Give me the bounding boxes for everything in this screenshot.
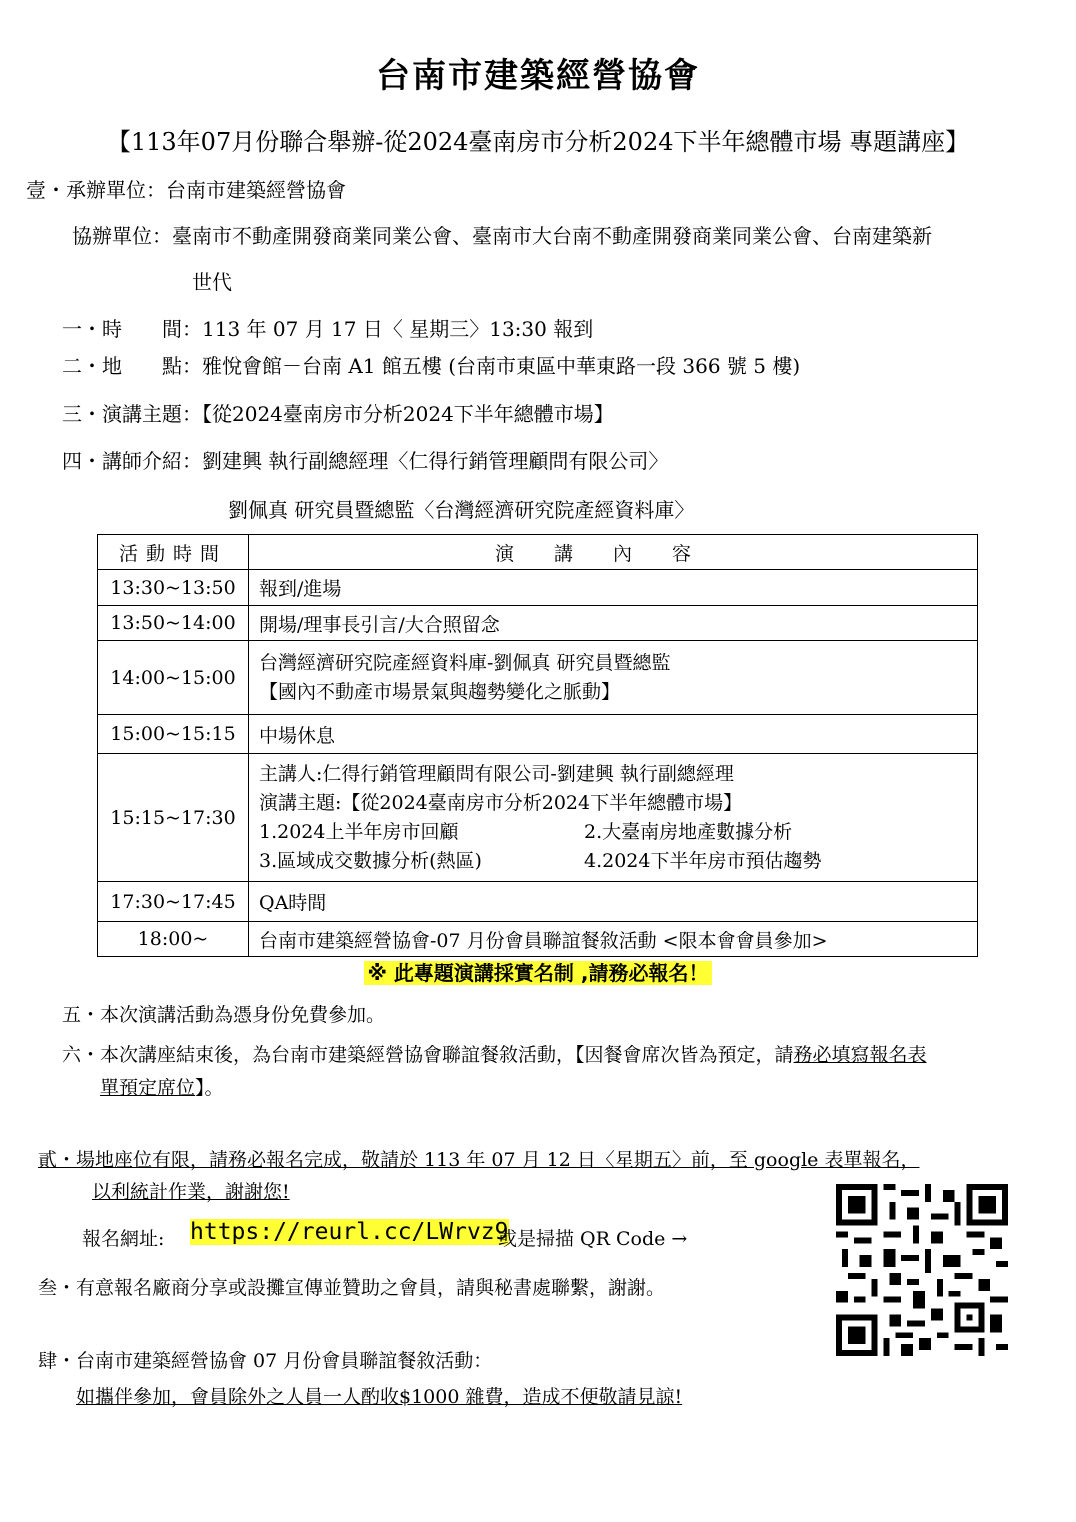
registration-deadline-cont: 以利統計作業，謝謝您! (92, 1181, 290, 1203)
speakers: 四・講師介紹：劉建興 執行副總經理〈仁得行銷管理顧問有限公司〉 (62, 449, 669, 473)
co-organizer-cont: 世代 (192, 270, 232, 294)
companion-fee-note: 如攜伴參加，會員除外之人員一人酌收$1000 雜費，造成不便敬請見諒! (76, 1386, 683, 1408)
organizer: 壹・承辦單位：台南市建築經營協會 (26, 178, 346, 202)
row-content: 台南市建築經營協會-07 月份會員聯誼餐敘活動 <限本會會員參加> (249, 922, 978, 957)
item-five: 五・本次演講活動為憑身份免費參加。 (62, 1004, 386, 1026)
schedule-table (97, 534, 978, 957)
row-content: 報到/進場 (249, 570, 978, 606)
row-time: 14:00~15:00 (98, 641, 249, 715)
dinner-event: 肆・台南市建築經營協會 07 月份會員聯誼餐敘活動： (38, 1350, 493, 1372)
topic-item: 2.大臺南房地產數據分析 (584, 820, 793, 843)
schedule-header-row (98, 535, 978, 570)
table-row (98, 641, 978, 715)
header-time: 活動時間 (98, 535, 249, 570)
table-row (98, 922, 978, 957)
row-content: 中場休息 (249, 715, 978, 754)
row-content: 開場/理事長引言/大合照留念 (249, 606, 978, 641)
table-row (98, 715, 978, 754)
row-time: 13:50~14:00 (98, 606, 249, 641)
row-time: 17:30~17:45 (98, 882, 249, 922)
topic-item: 3.區域成交數據分析(熱區) (259, 849, 482, 872)
topic-item: 1.2024上半年房市回顧 (259, 820, 459, 843)
row-content: QA時間 (249, 882, 978, 922)
qr-hint: 或是掃描 QR Code → (498, 1228, 688, 1250)
qr-code-icon[interactable] (836, 1184, 1008, 1356)
row-content: 台灣經濟研究院產經資料庫-劉佩真 研究員暨總監 (259, 651, 671, 674)
event-subtitle: 【113年07月份聯合舉辦-從2024臺南房市分析2024下半年總體市場 專題講座】 (106, 128, 970, 156)
registration-url-label: 報名網址: (82, 1228, 165, 1250)
speaker-line: 主講人:仁得行銷管理顧問有限公司-劉建興 執行副總經理 (259, 762, 734, 785)
row-time: 18:00~ (98, 922, 249, 957)
real-name-notice: ※ 此專題演講採實名制 ,請務必報名！ (0, 957, 1076, 986)
row-time: 13:30~13:50 (98, 570, 249, 606)
row-time: 15:00~15:15 (98, 715, 249, 754)
header-content: 演講內容 (249, 535, 978, 570)
table-row (98, 606, 978, 641)
item-six: 六・本次講座結束後，為台南市建築經營協會聯誼餐敘活動，【因餐會席次皆為預定，請務必填寫報名表 (62, 1044, 927, 1066)
row-content: 【國內不動產市場景氣與趨勢變化之脈動】 (259, 680, 621, 703)
speakers-cont: 劉佩真 研究員暨總監〈台灣經濟研究院產經資料庫〉 (228, 498, 695, 522)
registration-url-link[interactable]: https://reurl.cc/LWrvz9 (190, 1219, 509, 1245)
event-place: 二・地 點：雅悅會館－台南 A1 館五樓 (台南市東區中華東路一段 366 號 5 樓) (62, 354, 801, 378)
registration-deadline: 貳・場地座位有限，請務必報名完成，敬請於 113 年 07 月 12 日〈星期五〉前，至 google 表單報名， (38, 1149, 920, 1171)
table-row (98, 570, 978, 606)
theme-line: 演講主題:【從2024臺南房市分析2024下半年總體市場】 (259, 791, 743, 814)
table-row (98, 754, 978, 882)
table-row (98, 882, 978, 922)
sponsor-note: 叁・有意報名廠商分享或設攤宣傳並贊助之會員，請與秘書處聯繫，謝謝。 (38, 1277, 666, 1299)
page-title: 台南市建築經營協會 (376, 56, 700, 96)
topic-item: 4.2024下半年房市預估趨勢 (584, 849, 822, 872)
item-six-cont: 單預定席位】。 (100, 1077, 224, 1099)
event-time: 一・時 間：113 年 07 月 17 日〈 星期三〉13:30 報到 (62, 317, 594, 341)
co-organizer: 協辦單位：臺南市不動產開發商業同業公會、臺南市大台南不動產開發商業同業公會、台南建築新 (72, 224, 932, 248)
row-time: 15:15~17:30 (98, 754, 249, 882)
event-theme: 三・演講主題：【從2024臺南房市分析2024下半年總體市場】 (62, 402, 614, 426)
